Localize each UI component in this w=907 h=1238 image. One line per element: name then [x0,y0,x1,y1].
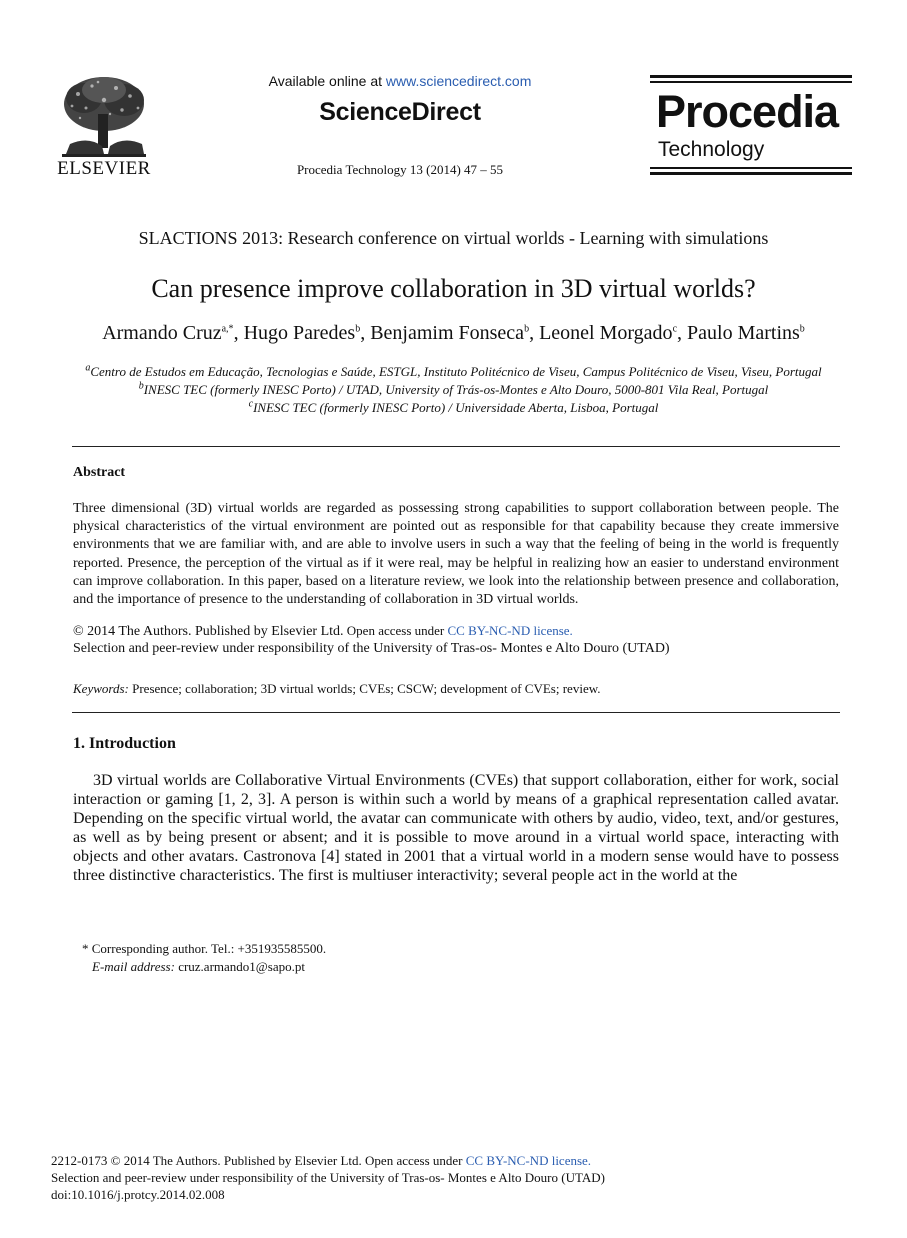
author-affiliation-mark: b [524,323,530,335]
footer-license-link[interactable]: CC BY-NC-ND license. [465,1153,592,1168]
author-affiliation-mark: c [672,323,678,335]
author-affiliation-mark: a,* [221,323,234,335]
procedia-logo [650,75,852,177]
peer-review-line: Selection and peer-review under responsibility of the University of Tras-os- Montes e Alto Douro (UTAD) [73,641,670,656]
available-online-line [200,73,600,89]
affiliation-text: Centro de Estudos em Educação, Tecnologias e Saúde, ESTGL, Instituto Politécnico de Viseu, Campus Politécnico de Viseu, Viseu, Portugal [90,364,822,379]
procedia-rule [650,81,852,83]
author [687,322,805,344]
introduction-paragraph: 3D virtual worlds are Collaborative Virtual Environments (CVEs) that support collaboration, either for work, social interaction or gaming [1, 2, 3]. A person is within such a world by means of a graphical representation called avatar. Depending on the specific virtual world, the avatar can communicate with others by audio, video, text, and/or gestures, as well as by being present or absent; and it is possible to move around in a virtual world space, interacting with objects and other avatars. Castronova [4] stated in 2001 that a virtual world in a modern sense would have to possess three distinctive characteristics. The first is multiuser interactivity; several people act in the world at the [73,772,839,884]
author-separator: , [233,322,244,344]
author-list [40,322,867,345]
keywords-line [73,681,839,697]
author-name: Paulo Martins [687,322,800,344]
procedia-wordmark: Procedia [656,86,839,137]
elsevier-tree-icon [58,74,150,160]
keywords-text: Presence; collaboration; 3D virtual worlds; CVEs; CSCW; development of CVEs; review. [128,681,601,696]
available-prefix: Available online at [268,73,386,89]
keywords-label: Keywords: [73,681,129,696]
author-separator: , [677,322,688,344]
copyright-text: © 2014 The Authors. Published by Elsevier Ltd. [73,624,344,639]
abstract-body: Three dimensional (3D) virtual worlds are regarded as possessing strong capabilities to support collaboration between people. The physical characteristics of the virtual environment are pointed out as responsible for that capability because they create immersive environments that we are familiar with, and are able to involve users in such a way that the feeling of being in the world is frequently reported. Presence, the perception of the virtual as if it were real, may be helpful in realizing how an easier to understand environment can improve collaboration. In this paper, based on a literature review, we look into the relationship between presence and collaboration, and the importance of presence to the understanding of collaboration in 3D virtual worlds. [73,501,839,608]
email-address: cruz.armando1@sapo.pt [174,959,305,974]
journal-citation: Procedia Technology 13 (2014) 47 – 55 [296,162,504,177]
affiliation [40,382,867,398]
footer-copyright: 2212-0173 © 2014 The Authors. Published by Elsevier Ltd. Open access under [51,1153,466,1168]
author-name: Armando Cruz [102,322,222,344]
author-separator: , [360,322,371,344]
affiliation-mark: c [248,398,254,410]
affiliation [40,364,867,380]
author-name: Leonel Morgado [539,322,673,344]
abstract-heading: Abstract [73,465,126,480]
author [244,322,371,344]
footer-issn-line [51,1153,851,1169]
author [539,322,687,344]
affiliation-text: INESC TEC (formerly INESC Porto) / UTAD, University of Trás-os-Montes e Alto Douro, 5000-801 Vila Real, Portugal [143,382,769,397]
corresponding-author-note: * Corresponding author. Tel.: +351935585500. [82,941,327,956]
sciencedirect-link[interactable]: www.sciencedirect.com [385,73,532,89]
sciencedirect-wordmark: ScienceDirect [319,98,481,126]
footer-peer-review: Selection and peer-review under responsibility of the University of Tras-os- Montes e Alto Douro (UTAD) [51,1170,605,1185]
procedia-rule [650,172,852,175]
introduction-body [73,772,839,885]
affiliation [40,400,867,416]
conference-line: SLACTIONS 2013: Research conference on virtual worlds - Learning with simulations [138,228,769,248]
author-affiliation-mark: b [355,323,361,335]
affiliation-mark: b [138,380,144,392]
email-label: E-mail address: [92,959,175,974]
affiliation-text: INESC TEC (formerly INESC Porto) / Universidade Aberta, Lisboa, Portugal [253,400,659,415]
author [370,322,539,344]
author [102,322,243,344]
author-name: Hugo Paredes [243,322,356,344]
introduction-heading: 1. Introduction [73,735,176,752]
author-separator: , [529,322,540,344]
procedia-rule [650,167,852,169]
open-access-text: Open access under [343,623,448,638]
section-divider [72,712,840,713]
email-note [92,959,305,975]
section-divider [72,446,840,447]
author-affiliation-mark: b [799,323,805,335]
paper-title: Can presence improve collaboration in 3D virtual worlds? [151,274,756,303]
procedia-rule [650,75,852,78]
copyright-line [73,622,839,641]
author-name: Benjamim Fonseca [370,322,525,344]
footer-doi: doi:10.1016/j.protcy.2014.02.008 [51,1187,225,1202]
license-link[interactable]: CC BY-NC-ND license. [447,623,573,638]
elsevier-logo [56,74,152,178]
procedia-subtitle: Technology [658,138,765,161]
affiliation-mark: a [85,362,91,374]
elsevier-wordmark: ELSEVIER [57,158,151,179]
